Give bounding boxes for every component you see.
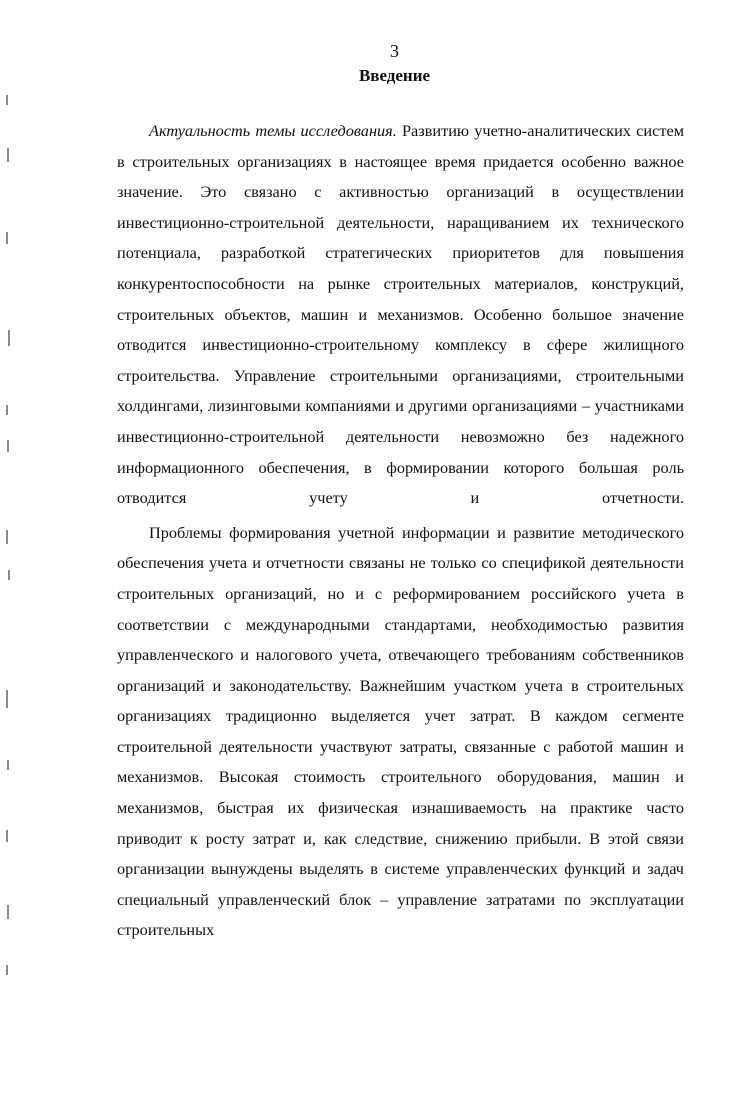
scan-mark bbox=[7, 440, 9, 452]
scan-mark bbox=[7, 905, 9, 919]
scan-margin-artifacts bbox=[0, 0, 20, 1100]
paragraph-text: Развитию учетно-аналитических систем в строительных организациях в настоящее время придается особенно важное значение. Это связано с активностью организаций в осуществлении инвестиционно-строительной деятельности, наращиванием их технического потенциала, разработкой стратегических приоритетов для повышения конкурентоспособности на рынке строительных материалов, конструкций, строительных объектов, машин и механизмов. Особенно большое значение отводится инвестиционно-строительному комплексу в сфере жилищного строительства. Управление строительными организациями, строительными холдингами, лизинговыми компаниями и другими организациями – участниками инвестиционно-строительной деятельности невозможно без надежного информационного обеспечения, в формировании которого большая роль отводится учету и отчетности. bbox=[117, 121, 684, 508]
scan-mark bbox=[7, 148, 9, 162]
italic-lead: Актуальность темы исследования. bbox=[149, 121, 397, 140]
scan-mark bbox=[6, 405, 8, 415]
paragraph bbox=[117, 116, 684, 514]
scan-mark bbox=[6, 530, 8, 544]
scan-mark bbox=[7, 760, 9, 770]
scan-mark bbox=[8, 330, 10, 346]
paragraph bbox=[117, 518, 684, 946]
body-text bbox=[117, 116, 684, 946]
paragraph-text: Проблемы формирования учетной информации и развитие методического обеспечения учета и отчетности связаны не только со спецификой деятельности строительных организаций, но и с реформированием российского учета в соответствии с международными стандартами, необходимостью развития управленческого и налогового учета, отвечающего требованиям собственников организаций и законодательству. Важнейшим участком учета в строительных организациях традиционно выделяется учет затрат. В каждом сегменте строительной деятельности участвуют затраты, связанные с работой машин и механизмов. Высокая стоимость строительного оборудования, машин и механизмов, быстрая их физическая изнашиваемость на практике часто приводит к росту затрат и, как следствие, снижению прибыли. В этой связи организации вынуждены выделять в системе управленческих функций и задач специальный управленческий блок – управление затратами по эксплуатации строительных bbox=[117, 522, 684, 940]
scan-mark bbox=[6, 830, 8, 842]
scan-mark bbox=[6, 690, 8, 708]
scan-mark bbox=[8, 570, 10, 580]
scan-mark bbox=[6, 232, 8, 244]
page-number: 3 bbox=[390, 41, 399, 61]
scan-mark bbox=[6, 95, 8, 105]
scan-mark bbox=[6, 965, 8, 975]
section-heading: Введение bbox=[358, 66, 431, 85]
